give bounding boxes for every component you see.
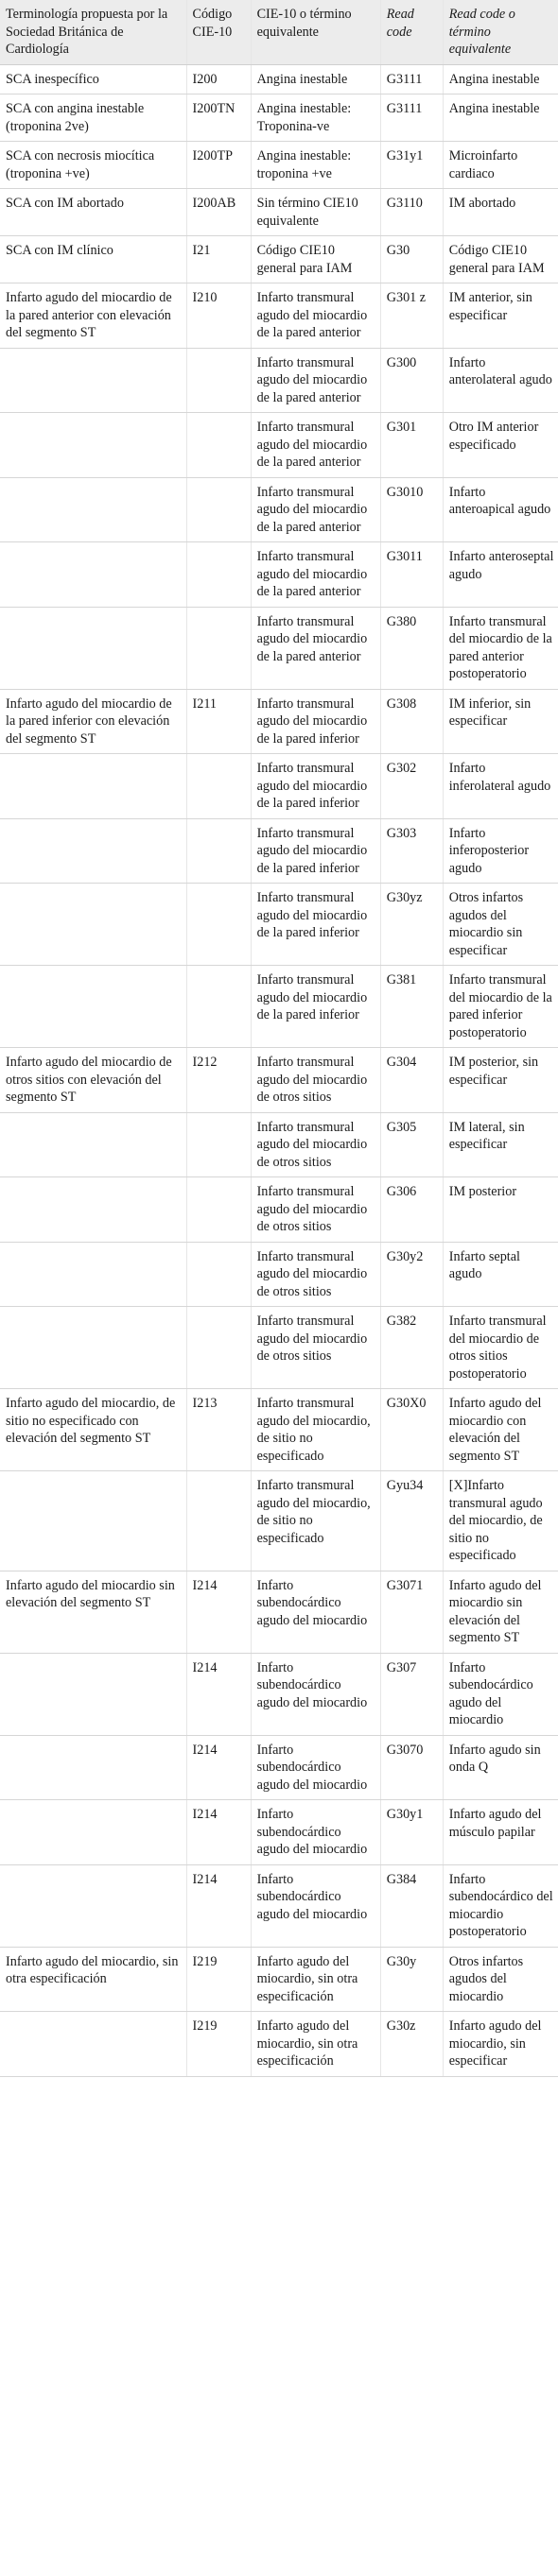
cell-read-code-term: Infarto anteroapical agudo [443,477,558,542]
cell-read-code: G3111 [380,94,443,142]
cell-cie10-code [186,1177,251,1243]
cell-read-code-term: IM anterior, sin especificar [443,283,558,349]
cell-read-code-term: Infarto agudo del miocardio sin elevación del segmento ST [443,1571,558,1653]
cell-bcs-terminology: Infarto agudo del miocardio de la pared anterior con elevación del segmento ST [0,283,186,349]
cell-cie10-term: Infarto transmural agudo del miocardio de la pared anterior [251,413,380,478]
cell-bcs-terminology [0,607,186,689]
cell-bcs-terminology [0,348,186,413]
cell-read-code: G382 [380,1307,443,1389]
cell-cie10-term: Infarto transmural agudo del miocardio de la pared anterior [251,542,380,608]
table-row [0,1048,558,1113]
cell-cie10-term: Infarto transmural agudo del miocardio, de sitio no especificado [251,1471,380,1571]
cell-bcs-terminology: Infarto agudo del miocardio sin elevación del segmento ST [0,1571,186,1653]
cell-cie10-term: Infarto transmural agudo del miocardio de otros sitios [251,1242,380,1307]
cell-cie10-term: Infarto subendocárdico agudo del miocardio [251,1735,380,1800]
cell-bcs-terminology [0,1471,186,1571]
table-row [0,689,558,754]
cell-read-code: G3071 [380,1571,443,1653]
cell-read-code-term: Angina inestable [443,94,558,142]
cell-read-code-term: IM abortado [443,189,558,236]
table-row [0,1471,558,1571]
table-row [0,1571,558,1653]
cell-cie10-code: I200TN [186,94,251,142]
cell-cie10-term: Infarto transmural agudo del miocardio de la pared inferior [251,754,380,819]
cell-cie10-term: Angina inestable: troponina +ve [251,142,380,189]
cell-read-code-term: Microinfarto cardiaco [443,142,558,189]
cell-read-code: G301 z [380,283,443,349]
cell-cie10-term: Infarto transmural agudo del miocardio de la pared inferior [251,818,380,884]
cell-cie10-code: I200TP [186,142,251,189]
cell-read-code-term: Infarto anteroseptal agudo [443,542,558,608]
cell-cie10-term: Infarto transmural agudo del miocardio de la pared anterior [251,283,380,349]
cell-bcs-terminology: Infarto agudo del miocardio, de sitio no especificado con elevación del segmento ST [0,1389,186,1471]
cell-read-code-term: Angina inestable [443,64,558,94]
cell-cie10-term: Infarto subendocárdico agudo del miocardio [251,1653,380,1735]
cell-read-code-term: Infarto septal agudo [443,1242,558,1307]
cell-read-code: G300 [380,348,443,413]
cell-read-code: G3111 [380,64,443,94]
cell-read-code-term: Infarto agudo del miocardio con elevación del segmento ST [443,1389,558,1471]
table-row [0,413,558,478]
cell-cie10-code [186,413,251,478]
cell-read-code-term: IM lateral, sin especificar [443,1112,558,1177]
cell-read-code: Gyu34 [380,1471,443,1571]
cell-cie10-code: I212 [186,1048,251,1113]
table-row [0,348,558,413]
cell-read-code: G30X0 [380,1389,443,1471]
cell-cie10-term: Angina inestable: Troponina-ve [251,94,380,142]
cell-read-code-term: Infarto transmural del miocardio de la pared inferior postoperatorio [443,966,558,1048]
cell-cie10-code: I213 [186,1389,251,1471]
cell-read-code: G30y [380,1947,443,2012]
cell-read-code-term: Infarto inferoposterior agudo [443,818,558,884]
cell-cie10-term: Infarto subendocárdico agudo del miocardio [251,1571,380,1653]
cell-read-code-term: IM inferior, sin especificar [443,689,558,754]
cell-read-code: G30z [380,2012,443,2077]
cell-cie10-term: Sin término CIE10 equivalente [251,189,380,236]
header-read-code-term: Read code o término equivalente [443,0,558,64]
cell-bcs-terminology [0,884,186,966]
cell-cie10-code: I214 [186,1735,251,1800]
cell-bcs-terminology: Infarto agudo del miocardio de otros sitios con elevación del segmento ST [0,1048,186,1113]
cell-read-code: G3011 [380,542,443,608]
cell-bcs-terminology [0,818,186,884]
table-row [0,1177,558,1243]
cell-cie10-code: I219 [186,1947,251,2012]
table-row [0,1735,558,1800]
cell-cie10-term: Angina inestable [251,64,380,94]
cell-cie10-term: Infarto transmural agudo del miocardio de la pared inferior [251,689,380,754]
table-row [0,1653,558,1735]
cell-read-code: G302 [380,754,443,819]
table-body [0,64,558,2076]
cell-cie10-code [186,348,251,413]
cell-cie10-code: I21 [186,236,251,283]
cell-cie10-code [186,1112,251,1177]
cell-cie10-term: Infarto agudo del miocardio, sin otra especificación [251,1947,380,2012]
table-row [0,542,558,608]
cell-cie10-code: I210 [186,283,251,349]
cell-cie10-term: Infarto transmural agudo del miocardio de otros sitios [251,1048,380,1113]
cell-bcs-terminology [0,1800,186,1865]
cell-cie10-code: I214 [186,1571,251,1653]
cell-read-code-term: Infarto subendocárdico agudo del miocardio [443,1653,558,1735]
cell-read-code: G30y1 [380,1800,443,1865]
cell-cie10-code [186,607,251,689]
cell-read-code-term: Infarto agudo del miocardio, sin especificar [443,2012,558,2077]
table-row [0,754,558,819]
cell-cie10-term: Infarto transmural agudo del miocardio de la pared anterior [251,348,380,413]
header-row [0,0,558,64]
cell-cie10-code [186,1242,251,1307]
cell-cie10-code: I214 [186,1800,251,1865]
cell-read-code: G3110 [380,189,443,236]
cell-read-code-term: Otro IM anterior especificado [443,413,558,478]
cell-cie10-code [186,966,251,1048]
cell-cie10-code: I200AB [186,189,251,236]
cell-bcs-terminology [0,1735,186,1800]
cell-cie10-code: I219 [186,2012,251,2077]
cell-bcs-terminology [0,1307,186,1389]
table-row [0,1800,558,1865]
cell-bcs-terminology: Infarto agudo del miocardio, sin otra especificación [0,1947,186,2012]
cell-read-code-term: Infarto transmural del miocardio de otros sitios postoperatorio [443,1307,558,1389]
cell-cie10-term: Infarto transmural agudo del miocardio de otros sitios [251,1112,380,1177]
cell-read-code: G381 [380,966,443,1048]
cell-cie10-term: Infarto transmural agudo del miocardio de otros sitios [251,1177,380,1243]
table-row [0,477,558,542]
table-row [0,1307,558,1389]
cell-read-code-term: Infarto subendocárdico del miocardio postoperatorio [443,1864,558,1947]
cell-read-code: G304 [380,1048,443,1113]
table-row [0,94,558,142]
cell-read-code: G303 [380,818,443,884]
header-cie10-term: CIE-10 o término equivalente [251,0,380,64]
cell-read-code-term: Infarto agudo del músculo papilar [443,1800,558,1865]
cell-read-code: G30y2 [380,1242,443,1307]
table-row [0,64,558,94]
cell-bcs-terminology [0,542,186,608]
cell-read-code: G31y1 [380,142,443,189]
cell-cie10-term: Infarto transmural agudo del miocardio de la pared anterior [251,607,380,689]
cell-bcs-terminology [0,1653,186,1735]
cell-bcs-terminology [0,2012,186,2077]
cell-bcs-terminology: SCA con IM abortado [0,189,186,236]
cell-read-code-term: Código CIE10 general para IAM [443,236,558,283]
table-row [0,1864,558,1947]
cell-bcs-terminology [0,754,186,819]
cell-read-code: G305 [380,1112,443,1177]
header-bcs-terminology: Terminología propuesta por la Sociedad Británica de Cardiología [0,0,186,64]
cell-cie10-code: I214 [186,1653,251,1735]
cell-cie10-term: Infarto transmural agudo del miocardio de la pared inferior [251,966,380,1048]
cell-read-code-term: Infarto transmural del miocardio de la pared anterior postoperatorio [443,607,558,689]
table-row [0,189,558,236]
cell-read-code-term: Infarto anterolateral agudo [443,348,558,413]
cell-bcs-terminology: SCA con IM clínico [0,236,186,283]
table-row [0,818,558,884]
cell-bcs-terminology: SCA inespecífico [0,64,186,94]
cell-read-code: G30yz [380,884,443,966]
cell-cie10-term: Código CIE10 general para IAM [251,236,380,283]
table-row [0,2012,558,2077]
cell-cie10-code [186,754,251,819]
cell-read-code: G308 [380,689,443,754]
cell-cie10-code [186,884,251,966]
table-row [0,607,558,689]
cell-read-code-term: IM posterior, sin especificar [443,1048,558,1113]
cell-cie10-code: I211 [186,689,251,754]
table-row [0,1242,558,1307]
cell-bcs-terminology [0,477,186,542]
cell-cie10-code [186,477,251,542]
cell-read-code: G3010 [380,477,443,542]
cell-cie10-term: Infarto transmural agudo del miocardio de la pared inferior [251,884,380,966]
cell-cie10-term: Infarto transmural agudo del miocardio de otros sitios [251,1307,380,1389]
cell-bcs-terminology [0,1864,186,1947]
header-cie10-code: Código CIE-10 [186,0,251,64]
cell-read-code-term: Otros infartos agudos del miocardio [443,1947,558,2012]
cell-read-code: G3070 [380,1735,443,1800]
header-read-code: Read code [380,0,443,64]
cell-bcs-terminology [0,1242,186,1307]
cell-bcs-terminology [0,966,186,1048]
table-row [0,236,558,283]
table-row [0,142,558,189]
table-row [0,884,558,966]
cell-cie10-code [186,1307,251,1389]
cell-cie10-code [186,542,251,608]
cell-read-code: G301 [380,413,443,478]
cell-cie10-code [186,1471,251,1571]
table-row [0,1947,558,2012]
cell-bcs-terminology: SCA con angina inestable (troponina 2ve) [0,94,186,142]
cell-read-code: G30 [380,236,443,283]
cell-read-code-term: Infarto inferolateral agudo [443,754,558,819]
table-header [0,0,558,64]
cell-bcs-terminology [0,1112,186,1177]
cell-bcs-terminology: Infarto agudo del miocardio de la pared inferior con elevación del segmento ST [0,689,186,754]
cell-cie10-term: Infarto transmural agudo del miocardio, de sitio no especificado [251,1389,380,1471]
cell-cie10-term: Infarto subendocárdico agudo del miocardio [251,1864,380,1947]
cell-cie10-term: Infarto subendocárdico agudo del miocardio [251,1800,380,1865]
cell-read-code-term: Otros infartos agudos del miocardio sin especificar [443,884,558,966]
cell-read-code: G384 [380,1864,443,1947]
table-row [0,1112,558,1177]
cell-read-code: G380 [380,607,443,689]
cell-read-code: G306 [380,1177,443,1243]
cell-cie10-term: Infarto agudo del miocardio, sin otra especificación [251,2012,380,2077]
cell-read-code-term: Infarto agudo sin onda Q [443,1735,558,1800]
table-row [0,966,558,1048]
cell-bcs-terminology: SCA con necrosis miocítica (troponina +ve) [0,142,186,189]
table-row [0,283,558,349]
cell-cie10-code [186,818,251,884]
cell-cie10-code: I214 [186,1864,251,1947]
cell-bcs-terminology [0,413,186,478]
cell-read-code-term: IM posterior [443,1177,558,1243]
cell-cie10-code: I200 [186,64,251,94]
cell-read-code: G307 [380,1653,443,1735]
table-row [0,1389,558,1471]
cell-cie10-term: Infarto transmural agudo del miocardio de la pared anterior [251,477,380,542]
cell-read-code-term: [X]Infarto transmural agudo del miocardio, de sitio no especificado [443,1471,558,1571]
cell-bcs-terminology [0,1177,186,1243]
